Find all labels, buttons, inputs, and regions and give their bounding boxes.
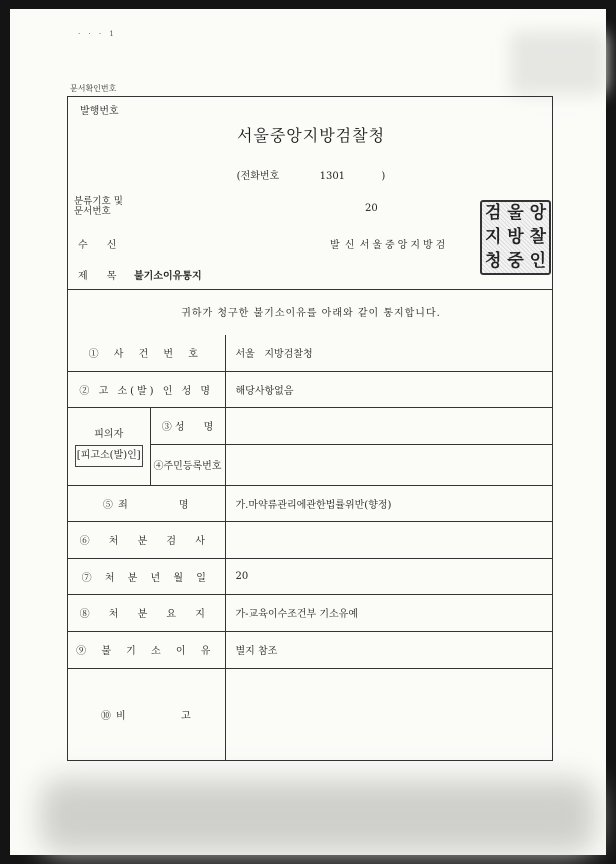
disposition-gist-label: ⑧ 처 분 요 지 xyxy=(68,594,225,631)
table-row xyxy=(68,335,552,371)
charge-label: ⑤ 죄 명 xyxy=(68,485,225,521)
complainant-value: 해당사항없음 xyxy=(225,371,552,407)
subject-label: 제 목 xyxy=(78,271,117,282)
sender-value: 서울중앙지방검 xyxy=(359,240,449,251)
table-row xyxy=(68,407,552,444)
remarks-label: ⑩ 비 고 xyxy=(68,668,225,761)
suspect-name-label: ③ 성 명 xyxy=(150,407,225,444)
agency-title: 서울중앙지방검찰청 xyxy=(236,126,386,145)
classification-value: 20 xyxy=(365,203,378,214)
disposition-date-value: 20 xyxy=(225,558,552,594)
suspect-name-value xyxy=(225,407,552,444)
prosecutor-value xyxy=(225,521,552,558)
notice-form xyxy=(67,96,553,761)
case-number-label: ① 사 건 번 호 xyxy=(68,335,225,371)
disposition-date-label: ⑦ 처 분 년 월 일 xyxy=(68,558,225,594)
redacted-area-bottom xyxy=(40,779,596,853)
table-row xyxy=(68,485,552,521)
suspect-id-value xyxy=(225,444,552,485)
redacted-area-top-right xyxy=(510,31,606,95)
classification-label xyxy=(74,197,123,217)
charge-value: 가.마약류관리에관한법률위반(향정) xyxy=(225,485,552,521)
sender-label: 발 신 xyxy=(330,240,356,251)
phone-value: 1301 xyxy=(319,171,346,182)
phone-label: (전화번호 xyxy=(236,171,280,182)
prosecutor-label: ⑥ 처 분 검 사 xyxy=(68,521,225,558)
classification-label-line2: 문서번호 xyxy=(74,206,111,217)
official-seal: 검 울 앙 지 방 찰 청 중 인 xyxy=(480,200,551,275)
table-row xyxy=(68,594,552,631)
non-indictment-reason-label: ⑨ 불 기 소 이 유 xyxy=(68,631,225,668)
subject-value: 불기소이유통지 xyxy=(134,271,202,282)
case-number-value: 서울 지방검찰청 xyxy=(225,335,552,371)
page-mark: · · · 1 xyxy=(78,30,117,38)
suspect-id-label: ④주민등록번호 xyxy=(150,444,225,485)
suspect-group-label xyxy=(68,407,150,485)
table-row xyxy=(68,668,552,761)
header-divider xyxy=(68,289,552,290)
issue-number-label: 발행번호 xyxy=(80,106,119,117)
table-row xyxy=(68,558,552,594)
table-row xyxy=(68,371,552,407)
intro-text: 귀하가 청구한 불기소이유를 아래와 같이 통지합니다. xyxy=(181,308,441,319)
sender-line xyxy=(330,236,448,251)
complainant-label: ② 고 소(발) 인 성 명 xyxy=(68,371,225,407)
details-table xyxy=(68,335,552,761)
classification-label-line1: 분류기호 및 xyxy=(74,196,123,207)
table-row xyxy=(68,631,552,668)
non-indictment-reason-value: 별지 참조 xyxy=(225,631,552,668)
table-row xyxy=(68,521,552,558)
document-confirm-number-label: 문서확인번호 xyxy=(70,84,117,93)
suspect-label: 피의자 xyxy=(94,429,124,440)
recipient-label: 수 신 xyxy=(78,240,117,251)
phone-line xyxy=(68,167,554,182)
remarks-value xyxy=(225,668,552,761)
disposition-gist-value: 가-교육이수조건부 기소유예 xyxy=(225,594,552,631)
suspect-sub-label: [피고소(발)인] xyxy=(75,445,143,467)
phone-close: ) xyxy=(381,171,386,182)
